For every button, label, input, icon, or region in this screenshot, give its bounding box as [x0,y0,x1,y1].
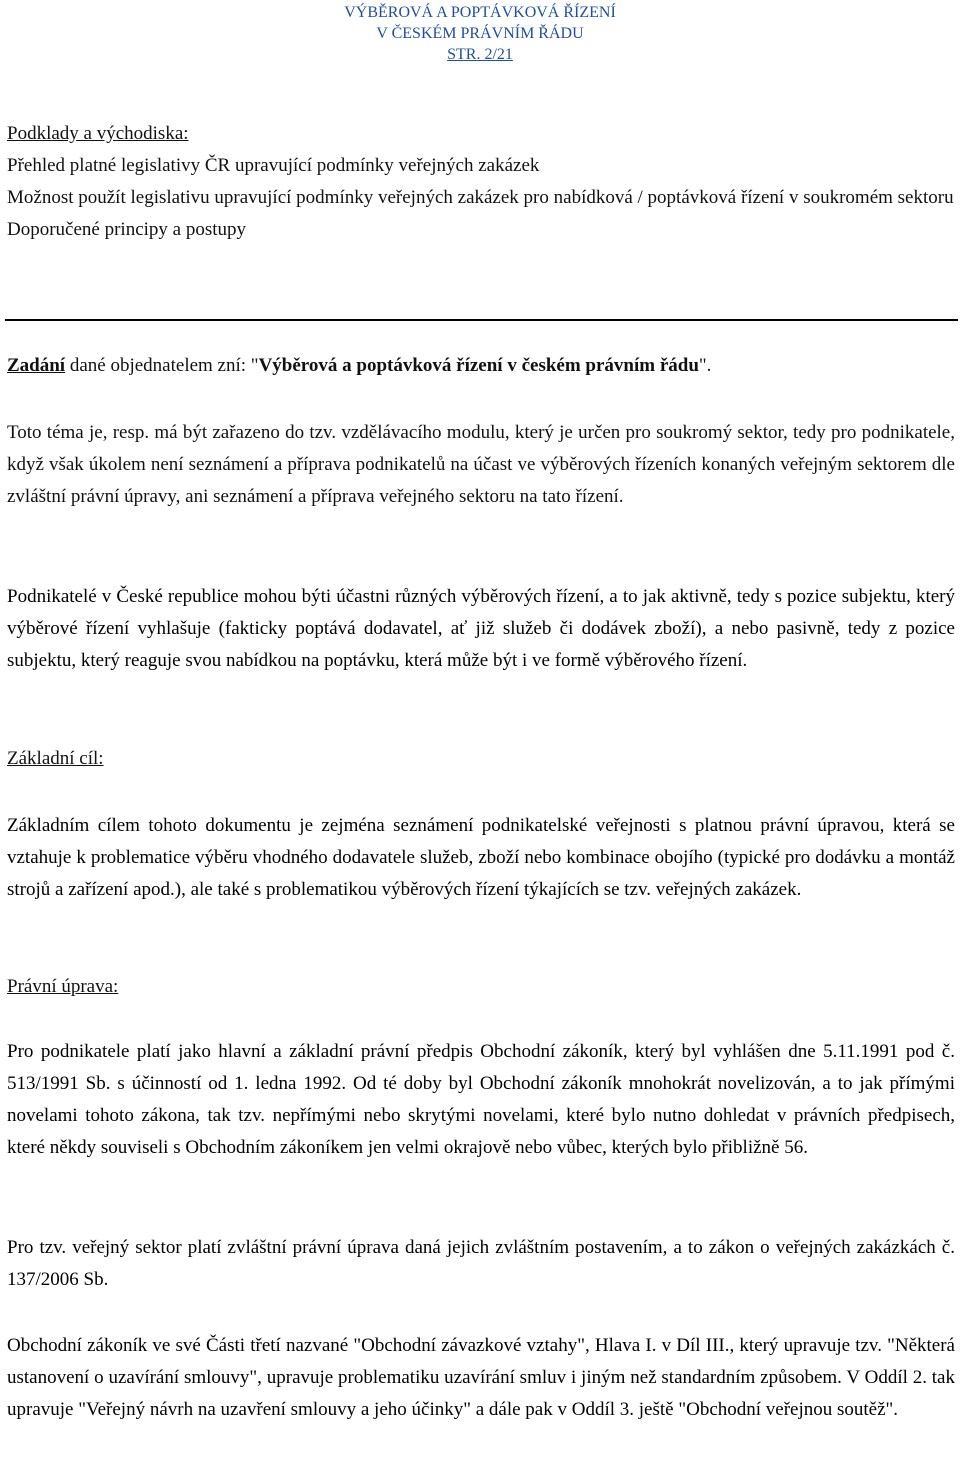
page-header [0,2,960,65]
header-title-line1: VÝBĚROVÁ A POPTÁVKOVÁ ŘÍZENÍ [344,4,616,21]
podklady-item: Možnost použít legislativu upravující podmínky veřejných zakázek pro nabídková / poptávková řízení v soukromém sektoru [7,187,954,208]
zadani-text-after: ". [698,355,712,376]
zakladni-cil-paragraph: Základním cílem tohoto dokumentu je zejména seznámení podnikatelské veřejnosti s platnou právní úpravou, která se vztahuje k problematice výběru vhodného dodavatele služeb, zboží nebo kombinace obojího (typické pro dodávku a montáž strojů a zařízení apod.), ale také s problematikou výběrových řízení týkajících se tzv. veřejných zakázek. [7,815,955,900]
zadani-text-before: dané objednatelem zní: " [65,355,259,376]
zadani-label: Zadání [7,355,66,376]
pravni-uprava-paragraph-1: Pro podnikatele platí jako hlavní a základní právní předpis Obchodní zákoník, který byl vyhlášen dne 5.11.1991 pod č. 513/1991 Sb. s účinností od 1. ledna 1992. Od té doby byl Obchodní zákoník mnohokrát novelizován, a to jak přímými novelami tohoto zákona, tak tzv. nepřímými nebo skrytými novelami, které bylo nutno dohledat v právních předpisech, které někdy souviseli s Obchodním zákoníkem jen velmi okrajově nebo vůbec, kterých bylo přibližně 56. [7,1041,955,1158]
pravni-uprava-paragraph-2: Pro tzv. veřejný sektor platí zvláštní právní úprava daná jejich zvláštním postavením, a to zákon o veřejných zakázkách č. 137/2006 Sb. [7,1237,955,1290]
zadani-line [7,350,955,382]
podnikatele-paragraph: Podnikatelé v České republice mohou býti účastni různých výběrových řízení, a to jak aktivně, tedy s pozice subjektu, který výběrové řízení vyhlašuje (fakticky poptává dodavatel, ať již služeb či dodávek zboží), a nebo pasivně, tedy z pozice subjektu, který reaguje svou nabídkou na poptávku, která může být i ve formě výběrového řízení. [7,586,955,671]
pravni-uprava-heading: Právní úprava: [7,976,119,997]
zadani-bold-title: Výběrová a poptávková řízení v českém právním řádu [258,355,699,376]
podklady-item: Přehled platné legislativy ČR upravující podmínky veřejných zakázek [7,155,540,176]
page-number: STR. 2/21 [447,46,513,63]
podklady-heading: Podklady a východiska: [7,123,189,144]
header-title-line2: V ČESKÉM PRÁVNÍM ŘÁDU [376,25,584,42]
toto-paragraph: Toto téma je, resp. má být zařazeno do tzv. vzdělávacího modulu, který je určen pro soukromý sektor, tedy pro podnikatele, když však úkolem není seznámení a příprava podnikatelů na účast ve výběrových řízeních konaných veřejným sektorem dle zvláštní právní úpravy, ani seznámení a příprava veřejného sektoru na tato řízení. [7,422,955,507]
pravni-uprava-paragraph-3: Obchodní zákoník ve své Části třetí nazvané "Obchodní závazkové vztahy", Hlava I. v Díl III., který upravuje tzv. "Některá ustanovení o uzavírání smlouvy", upravuje problematiku uzavírání smluv i jiným než standardním způsobem. V Oddíl 2. tak upravuje "Veřejný návrh na uzavření smlouvy a jeho účinky" a dále pak v Oddíl 3. ještě "Obchodní veřejnou soutěž". [7,1335,955,1420]
horizontal-divider [5,319,958,321]
podklady-section [7,118,955,246]
zakladni-cil-heading: Základní cíl: [7,748,104,769]
podklady-item: Doporučené principy a postupy [7,219,247,240]
